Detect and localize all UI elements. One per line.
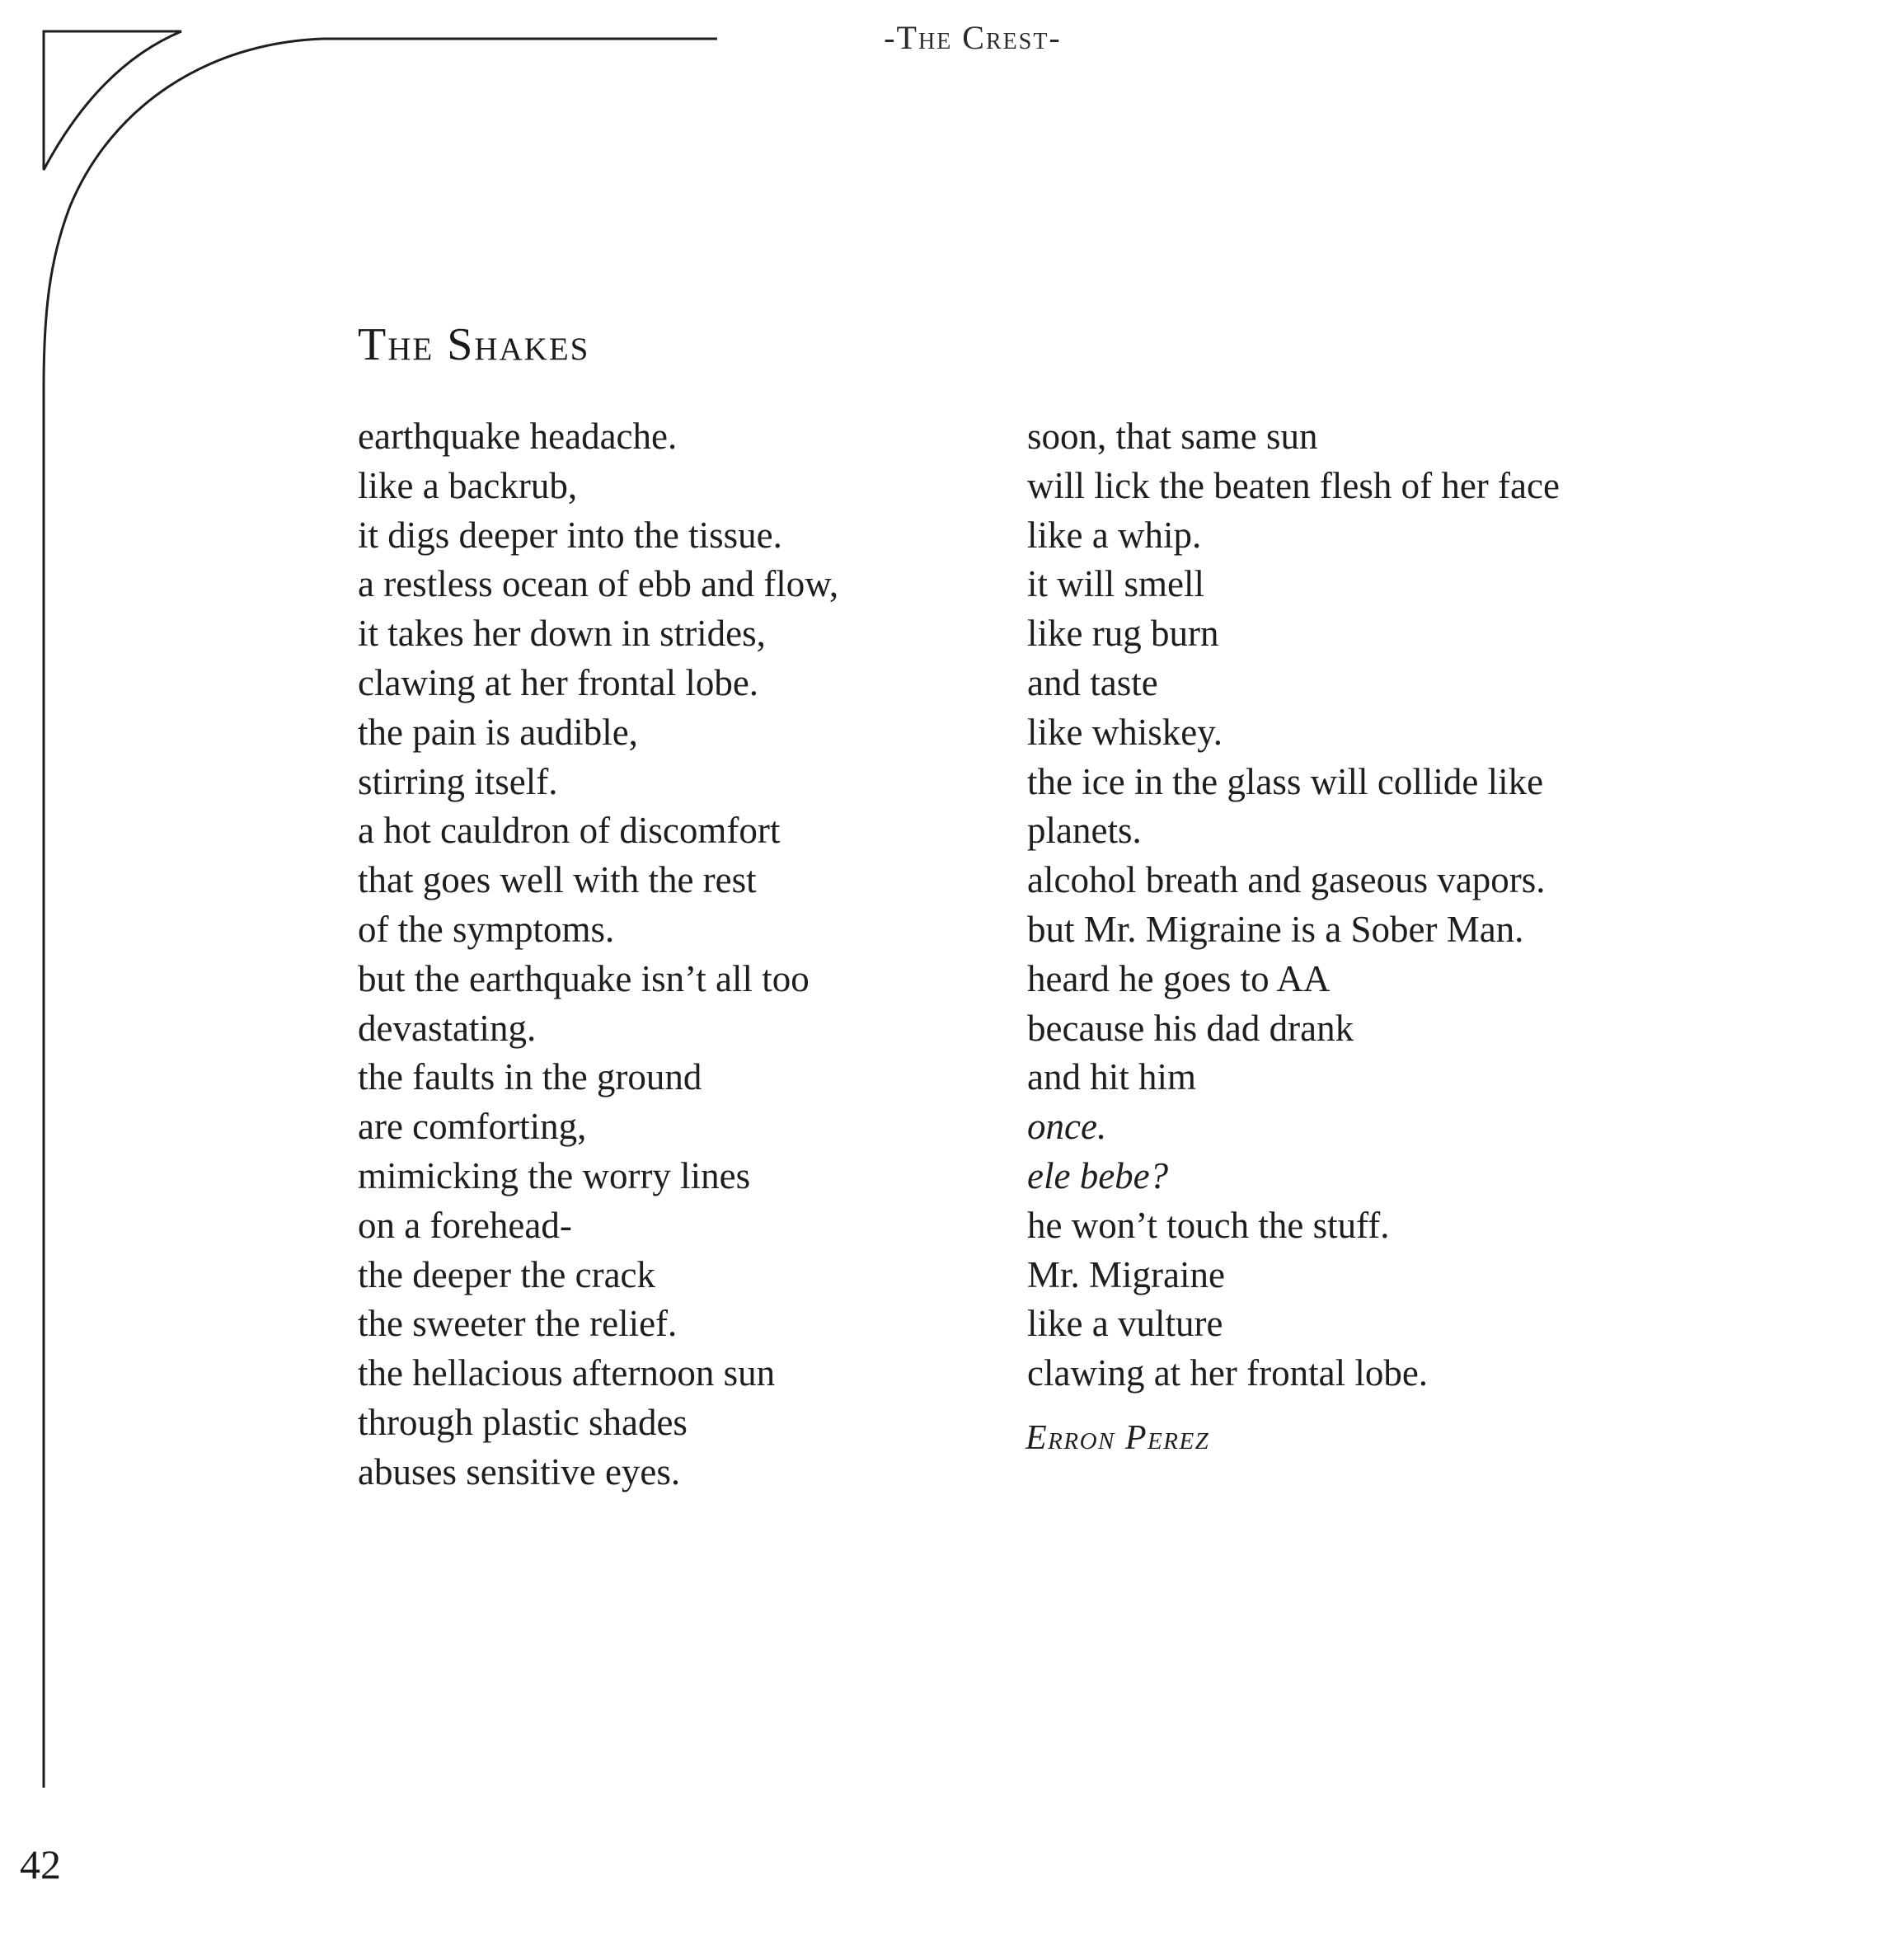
poem-line: clawing at her frontal lobe. <box>1027 1352 1429 1394</box>
poem-line: on a forehead- <box>358 1204 572 1246</box>
poem-line: the sweeter the relief. <box>358 1303 678 1345</box>
poem-line: mimicking the worry lines <box>358 1154 751 1196</box>
poem-line: like whiskey. <box>1027 711 1223 753</box>
poem-line: ele bebe? <box>1027 1154 1169 1196</box>
poem-line: but Mr. Migraine is a Sober Man. <box>1027 908 1524 950</box>
poem-left-column <box>358 412 1034 1497</box>
poem-line: Mr. Migraine <box>1027 1253 1225 1295</box>
poem-line: like a backrub, <box>358 464 578 506</box>
page-number: 42 <box>20 1841 61 1887</box>
poem-title: The Shakes <box>358 319 590 370</box>
poem-line: because his dad drank <box>1027 1007 1354 1049</box>
poem-line: like a vulture <box>1027 1303 1223 1345</box>
running-head: -The Crest- <box>884 19 1062 56</box>
poem-line: it digs deeper into the tissue. <box>358 514 782 556</box>
poem-line: the ice in the glass will collide like <box>1027 760 1544 802</box>
poem-line: will lick the beaten flesh of her face <box>1027 464 1560 506</box>
poem-right-column <box>1027 412 1703 1398</box>
poem-line: alcohol breath and gaseous vapors. <box>1027 859 1546 901</box>
poem-line: the deeper the crack <box>358 1253 656 1295</box>
poem-line: devastating. <box>358 1007 537 1049</box>
poem-line: clawing at her frontal lobe. <box>358 661 759 703</box>
poem-line: earthquake headache. <box>358 416 678 457</box>
poem-line: a hot cauldron of discomfort <box>358 810 781 852</box>
poem-line: and taste <box>1027 661 1158 703</box>
poem-line: and hit him <box>1027 1056 1196 1098</box>
poem-line: it takes her down in strides, <box>358 613 766 655</box>
poem-line: the faults in the ground <box>358 1056 702 1098</box>
poem-line: are comforting, <box>358 1106 587 1148</box>
poem-line: once. <box>1027 1106 1107 1148</box>
poem-line: of the symptoms. <box>358 908 615 950</box>
poem-line: planets. <box>1027 810 1142 852</box>
poem-author: Erron Perez <box>1025 1419 1210 1457</box>
poem-line: like rug burn <box>1027 613 1219 655</box>
poem-line: he won’t touch the stuff. <box>1027 1204 1390 1246</box>
poem-line: the hellacious afternoon sun <box>358 1352 776 1394</box>
poem-line: heard he goes to AA <box>1027 957 1331 999</box>
poem-line: stirring itself. <box>358 760 558 802</box>
poem-line: soon, that same sun <box>1027 416 1318 457</box>
poem-line: the pain is audible, <box>358 711 638 753</box>
poem-line: abuses sensitive eyes. <box>358 1450 681 1492</box>
poem-line: like a whip. <box>1027 514 1202 556</box>
poem-line: it will smell <box>1027 563 1205 605</box>
poem-line: but the earthquake isn’t all too <box>358 957 810 999</box>
poem-line: that goes well with the rest <box>358 859 757 901</box>
poem-line: a restless ocean of ebb and flow, <box>358 563 839 605</box>
poem-line: through plastic shades <box>358 1401 688 1443</box>
